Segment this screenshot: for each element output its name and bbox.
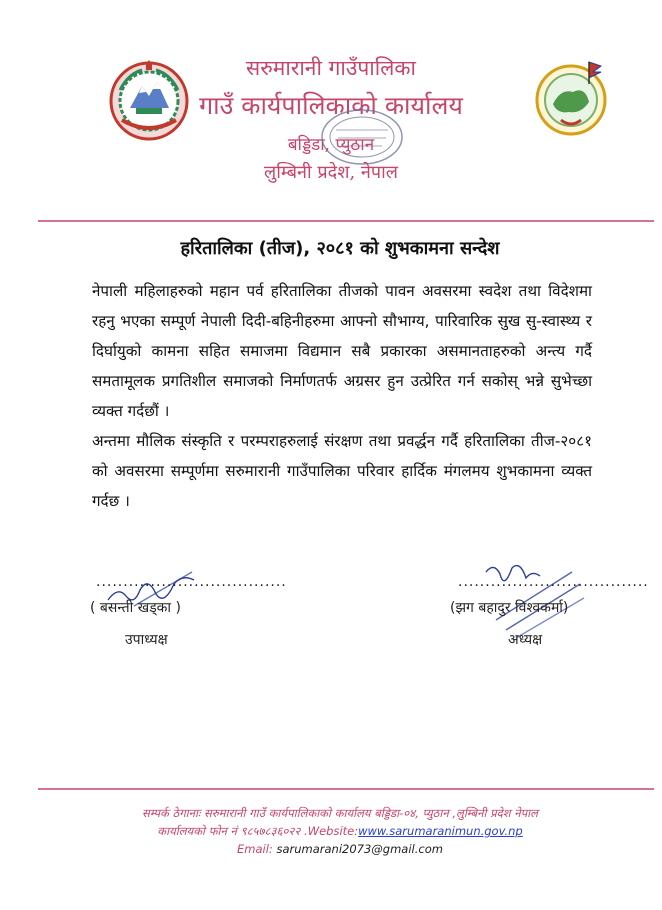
chair-name: (झग बहादुर विश्वकर्मा) [450,600,569,616]
message-paragraph-1: नेपाली महिलाहरुको महान पर्व हरितालिका तीजको पावन अवसरमा स्वदेश तथा विदेशमा रहनु भएका सम्पूर्ण नेपाली दिदी-बहिनीहरुमा आफ्नो सौभाग्य, पारिवारिक सुख सु-स्वास्थ्य र दिर्घायुको कामना सहित समाजमा विद्यमान सबै प्रकारका असमानताहरुको अन्त्य गर्दै समतामूलक प्रगतिशील समाजको निर्माणतर्फ अग्रसर हुन उत्प्रेरित गर्न सकोस् भन्ने सुभेच्छा व्यक्त गर्दछौं । [92,282,592,420]
footer-divider [38,788,654,790]
vice-chair-name: ( बसन्ती खड्का ) [90,600,181,616]
chair-title: अध्यक्ष [508,632,543,648]
footer-phone: कार्यालयको फोन नं ९८५७८३६०२२ . [157,824,308,838]
province-line: लुम्बिनी प्रदेश, नेपाल [264,162,398,183]
website-label: Website: [307,824,359,838]
document-title: हरितालिका (तीज), २०८१ को शुभकामना सन्देश [180,238,500,259]
signature-line-left: ................................... [96,574,287,590]
office-name: गाउँ कार्यपालिकाको कार्यालय [199,91,463,120]
footer-email [60,842,620,856]
email-label: Email: [237,842,273,856]
municipality-name: सरुमारानी गाउँपालिका [246,56,416,80]
message-paragraph-2: अन्तमा मौलिक संस्कृति र परम्पराहरुलाई संरक्षण तथा प्रवर्द्धन गर्दै हरितालिका तीज-२०८१ को अवसरमा सम्पूर्णमा सरुमारानी गाउँपालिका परिवार हार्दिक मंगलमय शुभकामना व्यक्त गर्दछ । [92,432,592,510]
header-divider [38,220,654,222]
footer-contact [60,824,620,839]
vice-chair-title: उपाध्यक्ष [125,632,168,648]
footer-address: सम्पर्क ठेगानाः सरुमारानी गाउँ कार्यपालिकाको कार्यालय बड्डिडा-०४, प्युठान ,लुम्बिनी प्रदेश नेपाल [142,806,538,820]
office-address: बड्डिडा, प्युठान [287,135,375,155]
signature-line-right: ................................... [458,574,649,590]
office-seal-icon [318,106,406,168]
municipality-logo-icon [531,58,611,138]
message-body [92,276,592,516]
email-address[interactable]: sarumarani2073@gmail.com [276,842,443,856]
website-link[interactable]: www.sarumaranimun.gov.np [358,824,523,838]
